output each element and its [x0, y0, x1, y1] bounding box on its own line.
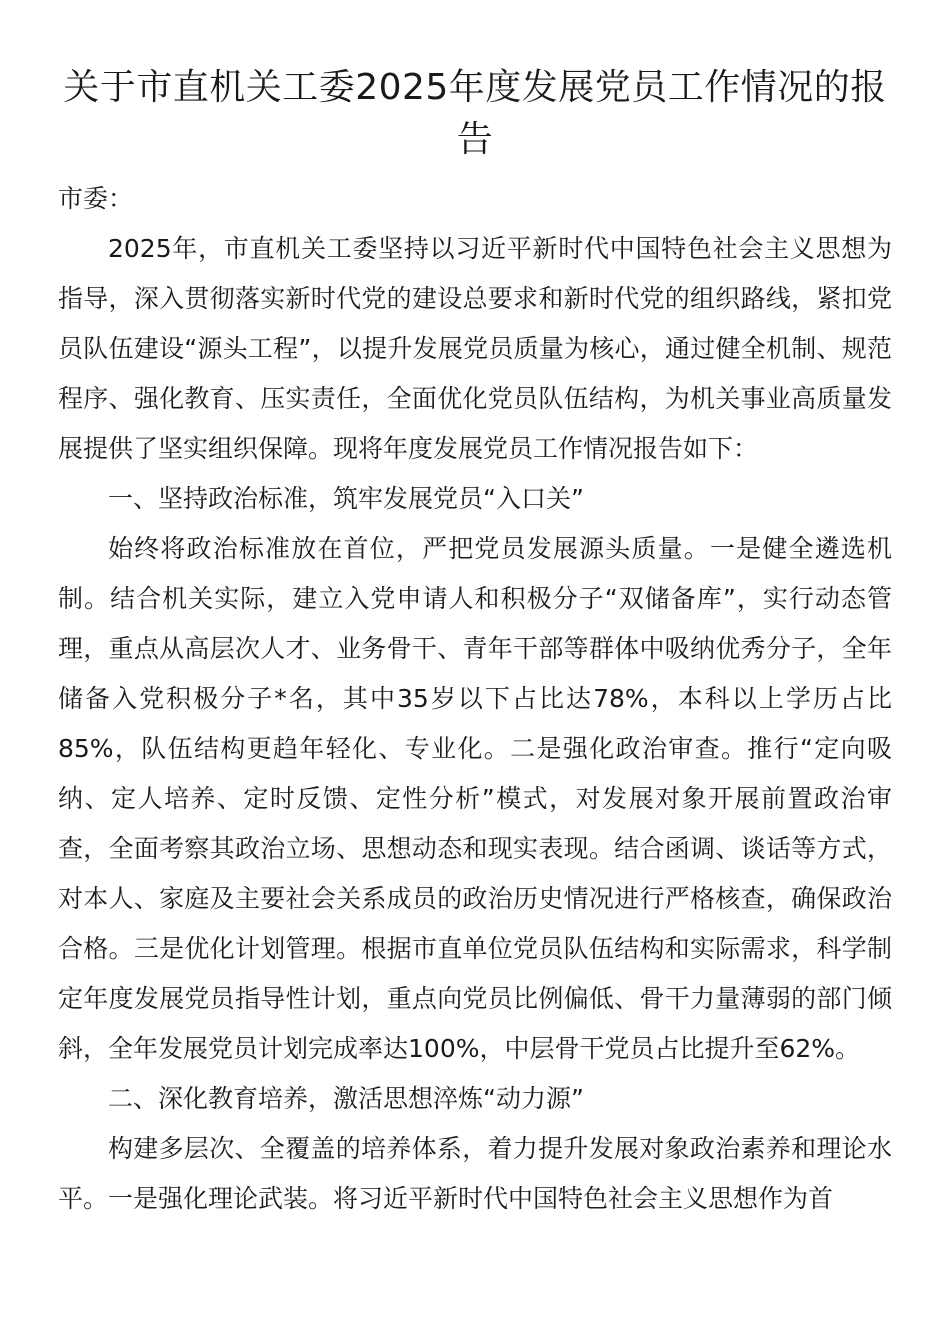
section-1-heading: 一、坚持政治标准，筑牢发展党员“入口关” — [108, 484, 584, 513]
salutation: 市委： — [58, 184, 134, 213]
section-2-body: 构建多层次、全覆盖的培养体系，着力提升发展对象政治素养和理论水平。一是强化理论武装。将习近平新时代中国特色社会主义思想作为首 — [58, 1134, 892, 1213]
intro-paragraph: 2025年，市直机关工委坚持以习近平新时代中国特色社会主义思想为指导，深入贯彻落实新时代党的建设总要求和新时代党的组织路线，紧扣党员队伍建设“源头工程”，以提升发展党员质量为核心，通过健全机制、规范程序、强化教育、压实责任，全面优化党员队伍结构，为机关事业高质量发展提供了坚实组织保障。现将年度发展党员工作情况报告如下： — [58, 234, 892, 463]
section-2-heading: 二、深化教育培养，激活思想淬炼“动力源” — [108, 1084, 584, 1113]
document-title: 关于市直机关工委2025年度发展党员工作情况的报告 — [63, 67, 887, 160]
document-page — [58, 62, 892, 1224]
section-1-body: 始终将政治标准放在首位，严把党员发展源头质量。一是健全遴选机制。结合机关实际，建立入党申请人和积极分子“双储备库”，实行动态管理，重点从高层次人才、业务骨干、青年干部等群体中吸纳优秀分子，全年储备入党积极分子*名，其中35岁以下占比达78%，本科以上学历占比85%，队伍结构更趋年轻化、专业化。二是强化政治审查。推行“定向吸纳、定人培养、定时反馈、定性分析”模式，对发展对象开展前置政治审查，全面考察其政治立场、思想动态和现实表现。结合函调、谈话等方式，对本人、家庭及主要社会关系成员的政治历史情况进行严格核查，确保政治合格。三是优化计划管理。根据市直单位党员队伍结构和实际需求，科学制定年度发展党员指导性计划，重点向党员比例偏低、骨干力量薄弱的部门倾斜，全年发展党员计划完成率达100%，中层骨干党员占比提升至62%。 — [58, 534, 892, 1063]
